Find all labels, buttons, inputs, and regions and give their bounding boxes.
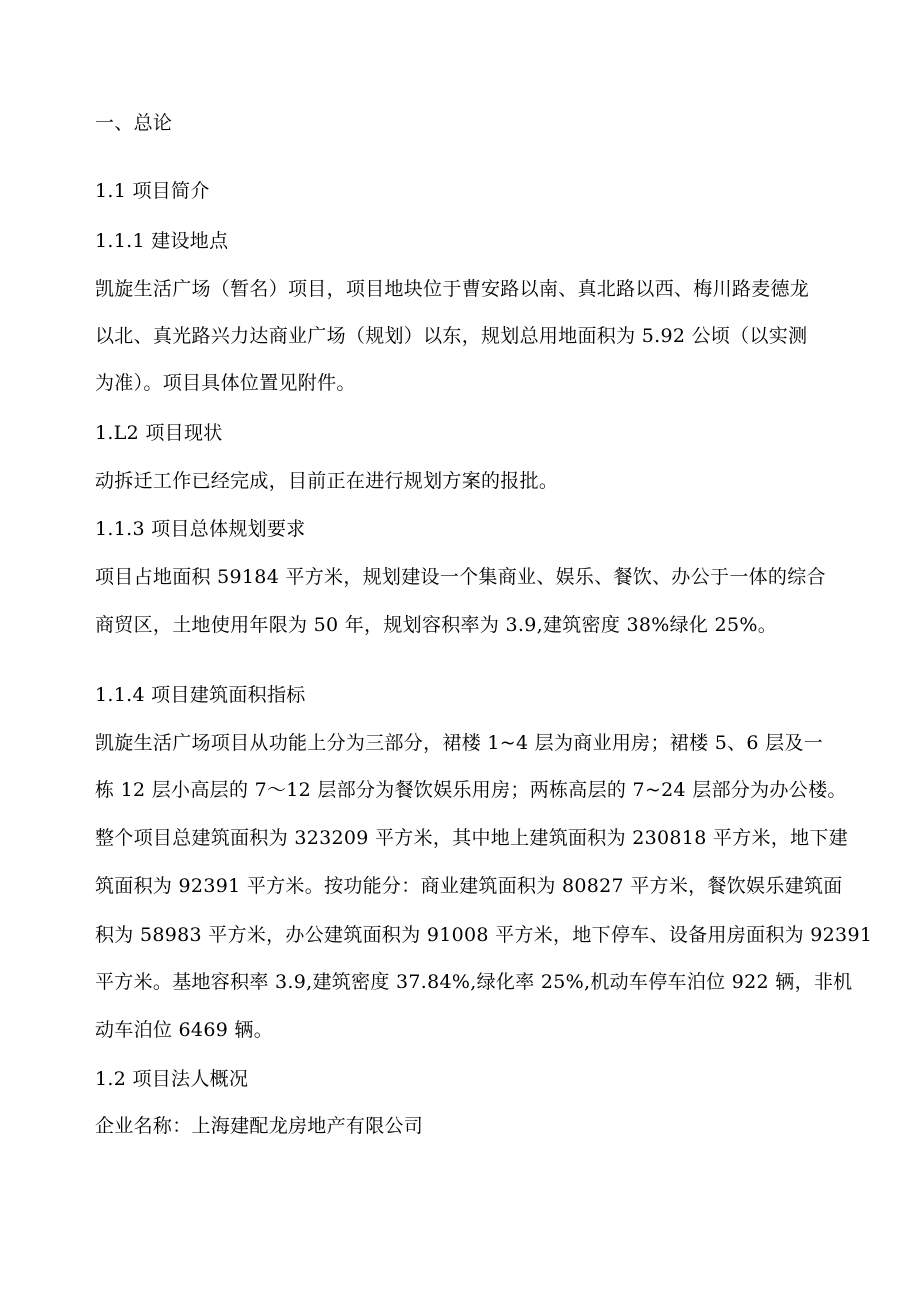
paragraph-line: 凯旋生活广场（暂名）项目，项目地块位于曹安路以南、真北路以西、梅川路麦德龙 [95, 278, 810, 300]
subsection-heading-location: 1.1.1 建设地点 [95, 230, 229, 252]
paragraph-line: 为准）。项目具体位置见附件。 [95, 372, 356, 394]
paragraph-line: 动拆迁工作已经完成，目前正在进行规划方案的报批。 [95, 470, 559, 492]
subsection-heading-legal-entity: 1.2 项目法人概况 [95, 1068, 249, 1090]
paragraph-line: 筑面积为 92391 平方米。按功能分：商业建筑面积为 80827 平方米，餐饮娱乐建筑面 [95, 875, 843, 897]
paragraph-line: 栋 12 层小高层的 7～12 层部分为餐饮娱乐用房；两栋高层的 7~24 层部分为办公楼。 [95, 779, 847, 801]
paragraph-line: 以北、真光路兴力达商业广场（规划）以东，规划总用地面积为 5.92 公顷（以实测 [95, 325, 808, 347]
paragraph-line: 动车泊位 6469 辆。 [95, 1019, 274, 1041]
paragraph-line: 平方米。基地容积率 3.9,建筑密度 37.84%,绿化率 25%,机动车停车泊位 922 辆，非机 [95, 971, 853, 993]
paragraph-line: 整个项目总建筑面积为 323209 平方米，其中地上建筑面积为 230818 平方米，地下建 [95, 827, 849, 849]
subsection-heading-planning: 1.1.3 项目总体规划要求 [95, 518, 306, 540]
paragraph-line: 项目占地面积 59184 平方米，规划建设一个集商业、娱乐、餐饮、办公于一体的综合 [95, 566, 826, 588]
section-heading-overview: 一、总论 [95, 112, 173, 134]
subsection-heading-status: 1.L2 项目现状 [95, 422, 223, 444]
paragraph-line: 积为 58983 平方米，办公建筑面积为 91008 平方米，地下停车、设备用房面积为 92391 [95, 924, 873, 946]
subsection-heading-project-intro: 1.1 项目简介 [95, 180, 210, 202]
paragraph-line: 商贸区，土地使用年限为 50 年，规划容积率为 3.9,建筑密度 38%绿化 25%。 [95, 614, 777, 636]
subsection-heading-floor-area: 1.1.4 项目建筑面积指标 [95, 684, 306, 706]
company-name-line: 企业名称：上海建配龙房地产有限公司 [95, 1115, 424, 1137]
paragraph-line: 凯旋生活广场项目从功能上分为三部分，裙楼 1~4 层为商业用房；裙楼 5、6 层及一 [95, 732, 824, 754]
